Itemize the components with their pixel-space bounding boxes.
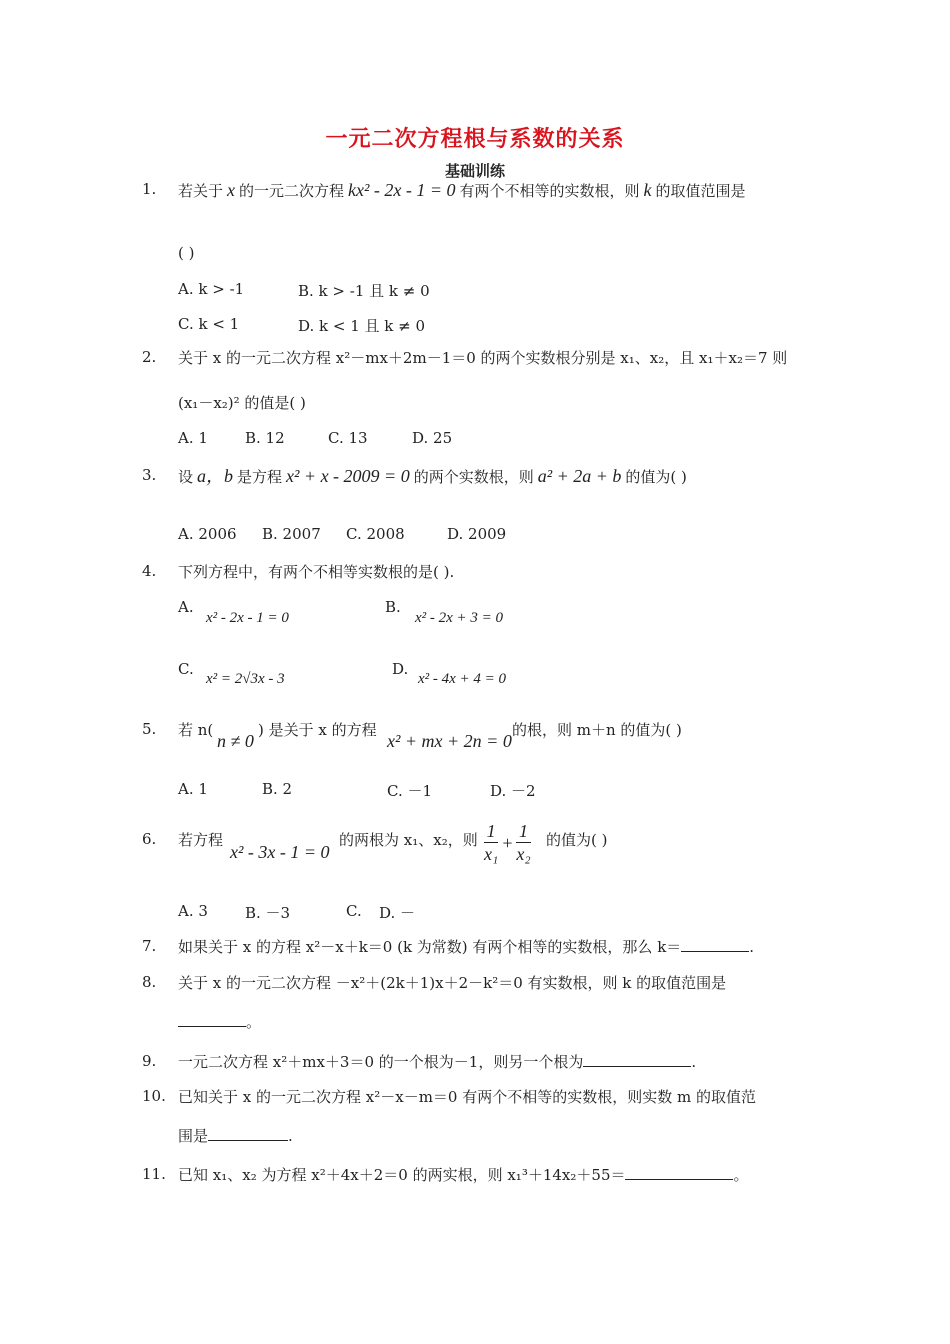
q3-option-a: A. 2006 [178, 525, 237, 543]
q5-option-c: C. －1 [387, 782, 433, 800]
q1-text: 有两个不相等的实数根，则 [459, 182, 640, 200]
answer-blank[interactable] [178, 1012, 246, 1027]
q4-option-a-label: A. [178, 598, 194, 616]
question-8-line1: 关于 x 的一元二次方程 －x²＋(2k＋1)x＋2－k²＝0 有实数根，则 k 的取值范围是 [178, 974, 727, 992]
q6-frac2-denominator: x₂ [516, 844, 531, 864]
q5-text-b: ) 是关于 x 的方程 [258, 721, 377, 739]
q11-text: 已知 x₁、x₂ 为方程 x²＋4x＋2＝0 的两实根，则 x₁³＋14x₂＋55＝ [178, 1166, 626, 1184]
q6-text-c: 的值为( ) [546, 831, 608, 849]
q1-text: 的一元二次方程 [239, 182, 345, 200]
q1-option-c: C. k < 1 [178, 315, 240, 333]
question-number: 10. [142, 1087, 166, 1105]
question-9 [178, 1052, 696, 1072]
answer-blank[interactable] [208, 1126, 288, 1141]
question-number: 6. [142, 830, 157, 848]
q8-end: 。 [246, 1013, 262, 1031]
q1-option-b: B. k > -1 且 k ≠ 0 [298, 282, 430, 300]
q6-frac1-numerator: 1 [484, 820, 498, 843]
q6-text-a: 若方程 [178, 831, 224, 849]
question-number: 11. [142, 1165, 166, 1183]
q9-text: 一元二次方程 x²＋mx＋3＝0 的一个根为－1，则另一个根为 [178, 1053, 584, 1071]
q6-frac2-numerator: 1 [516, 820, 530, 843]
question-7 [178, 937, 754, 957]
q10-end: . [288, 1127, 293, 1145]
q1-text: 若关于 [178, 182, 224, 200]
q9-end: . [691, 1053, 697, 1071]
q5-text-c: 的根，则 m＋n 的值为( ) [512, 721, 682, 739]
q2-option-a: A. 1 [178, 429, 208, 447]
q5-option-a: A. 1 [178, 780, 208, 798]
question-1-stem [178, 180, 746, 201]
q5-text-a: 若 n( [178, 721, 214, 739]
question-number: 2. [142, 348, 157, 366]
q3-option-c: C. 2008 [346, 525, 405, 543]
q1-option-a: A. k > -1 [178, 280, 245, 298]
q6-option-c: C. [346, 902, 362, 920]
q3-option-b: B. 2007 [262, 525, 321, 543]
question-8-line2 [178, 1012, 261, 1032]
q4-option-c-label: C. [178, 660, 194, 678]
question-2-line1: 关于 x 的一元二次方程 x²－mx＋2m－1＝0 的两个实数根分别是 x₁、x₂，且 x₁＋x₂＝7 则 [178, 349, 788, 367]
q7-end: . [749, 938, 755, 956]
q3-equation: x² + x - 2009 = 0 [286, 466, 410, 486]
question-number: 1. [142, 180, 157, 198]
q4-option-a-equation: x² - 2x - 1 = 0 [206, 610, 289, 626]
q6-option-b: B. －3 [245, 904, 291, 922]
question-number: 8. [142, 973, 157, 991]
q1-option-d: D. k < 1 且 k ≠ 0 [298, 317, 426, 335]
q6-fraction-2 [516, 820, 530, 865]
q1-var: k [643, 180, 652, 200]
question-number: 4. [142, 562, 157, 580]
q5-option-d: D. －2 [490, 782, 536, 800]
q6-option-a: A. 3 [178, 902, 208, 920]
q1-text: 的取值范围是 [655, 182, 746, 200]
q3-text: 的值为( ) [625, 468, 687, 486]
q5-condition: n ≠ 0 [217, 731, 254, 751]
question-10-line2 [178, 1126, 293, 1146]
question-number: 5. [142, 720, 157, 738]
q4-option-b-equation: x² - 2x + 3 = 0 [415, 610, 504, 626]
q2-option-c: C. 13 [328, 429, 368, 447]
q4-option-c-equation: x² = 2√3x - 3 [206, 671, 285, 687]
answer-blank[interactable] [625, 1165, 733, 1180]
q6-fraction-1 [484, 820, 498, 865]
q3-text: 是方程 [237, 468, 283, 486]
q2-option-b: B. 12 [245, 429, 285, 447]
q4-option-d-label: D. [392, 660, 409, 678]
q1-equation: kx² - 2x - 1 = 0 [348, 180, 456, 200]
question-number: 7. [142, 937, 157, 955]
q6-text-b: 的两根为 x₁、x₂，则 [339, 831, 478, 849]
q10-text: 围是 [178, 1127, 209, 1145]
q3-option-d: D. 2009 [447, 525, 507, 543]
q3-expression: a² + 2a + b [537, 466, 622, 486]
question-4-stem: 下列方程中，有两个不相等实数根的是( ). [178, 563, 455, 581]
question-10-line1: 已知关于 x 的一元二次方程 x²－x－m＝0 有两个不相等的实数根，则实数 m 的取值范 [178, 1088, 756, 1106]
q7-text: 如果关于 x 的方程 x²－x＋k＝0 (k 为常数) 有两个相等的实数根，那么 k＝ [178, 938, 682, 956]
answer-blank[interactable] [583, 1052, 691, 1067]
q6-option-d: D. － [379, 904, 416, 922]
question-number: 3. [142, 466, 157, 484]
answer-blank[interactable] [681, 937, 749, 952]
question-3-stem [178, 466, 687, 487]
q1-answer-paren: ( ) [178, 244, 195, 262]
q6-fraction-sum [484, 820, 531, 876]
q4-option-b-label: B. [385, 598, 401, 616]
page-subtitle: 基础训练 [444, 162, 505, 180]
page-title: 一元二次方程根与系数的关系 [325, 126, 625, 152]
question-2-line2: (x₁－x₂)² 的值是( ) [178, 394, 306, 412]
q3-text: 设 [178, 468, 194, 486]
q11-end: 。 [733, 1166, 749, 1184]
q1-var: x [227, 180, 236, 200]
question-11 [178, 1165, 749, 1185]
q6-frac1-denominator: x₁ [484, 844, 499, 864]
q4-option-d-equation: x² - 4x + 4 = 0 [418, 671, 507, 687]
q6-plus: + [501, 832, 514, 853]
q3-text: 的两个实数根，则 [413, 468, 534, 486]
q5-equation: x² + mx + 2n = 0 [387, 731, 512, 751]
q3-vars: a，b [197, 466, 234, 486]
q6-equation: x² - 3x - 1 = 0 [230, 842, 330, 862]
question-number: 9. [142, 1052, 157, 1070]
q5-option-b: B. 2 [262, 780, 293, 798]
q2-option-d: D. 25 [412, 429, 453, 447]
